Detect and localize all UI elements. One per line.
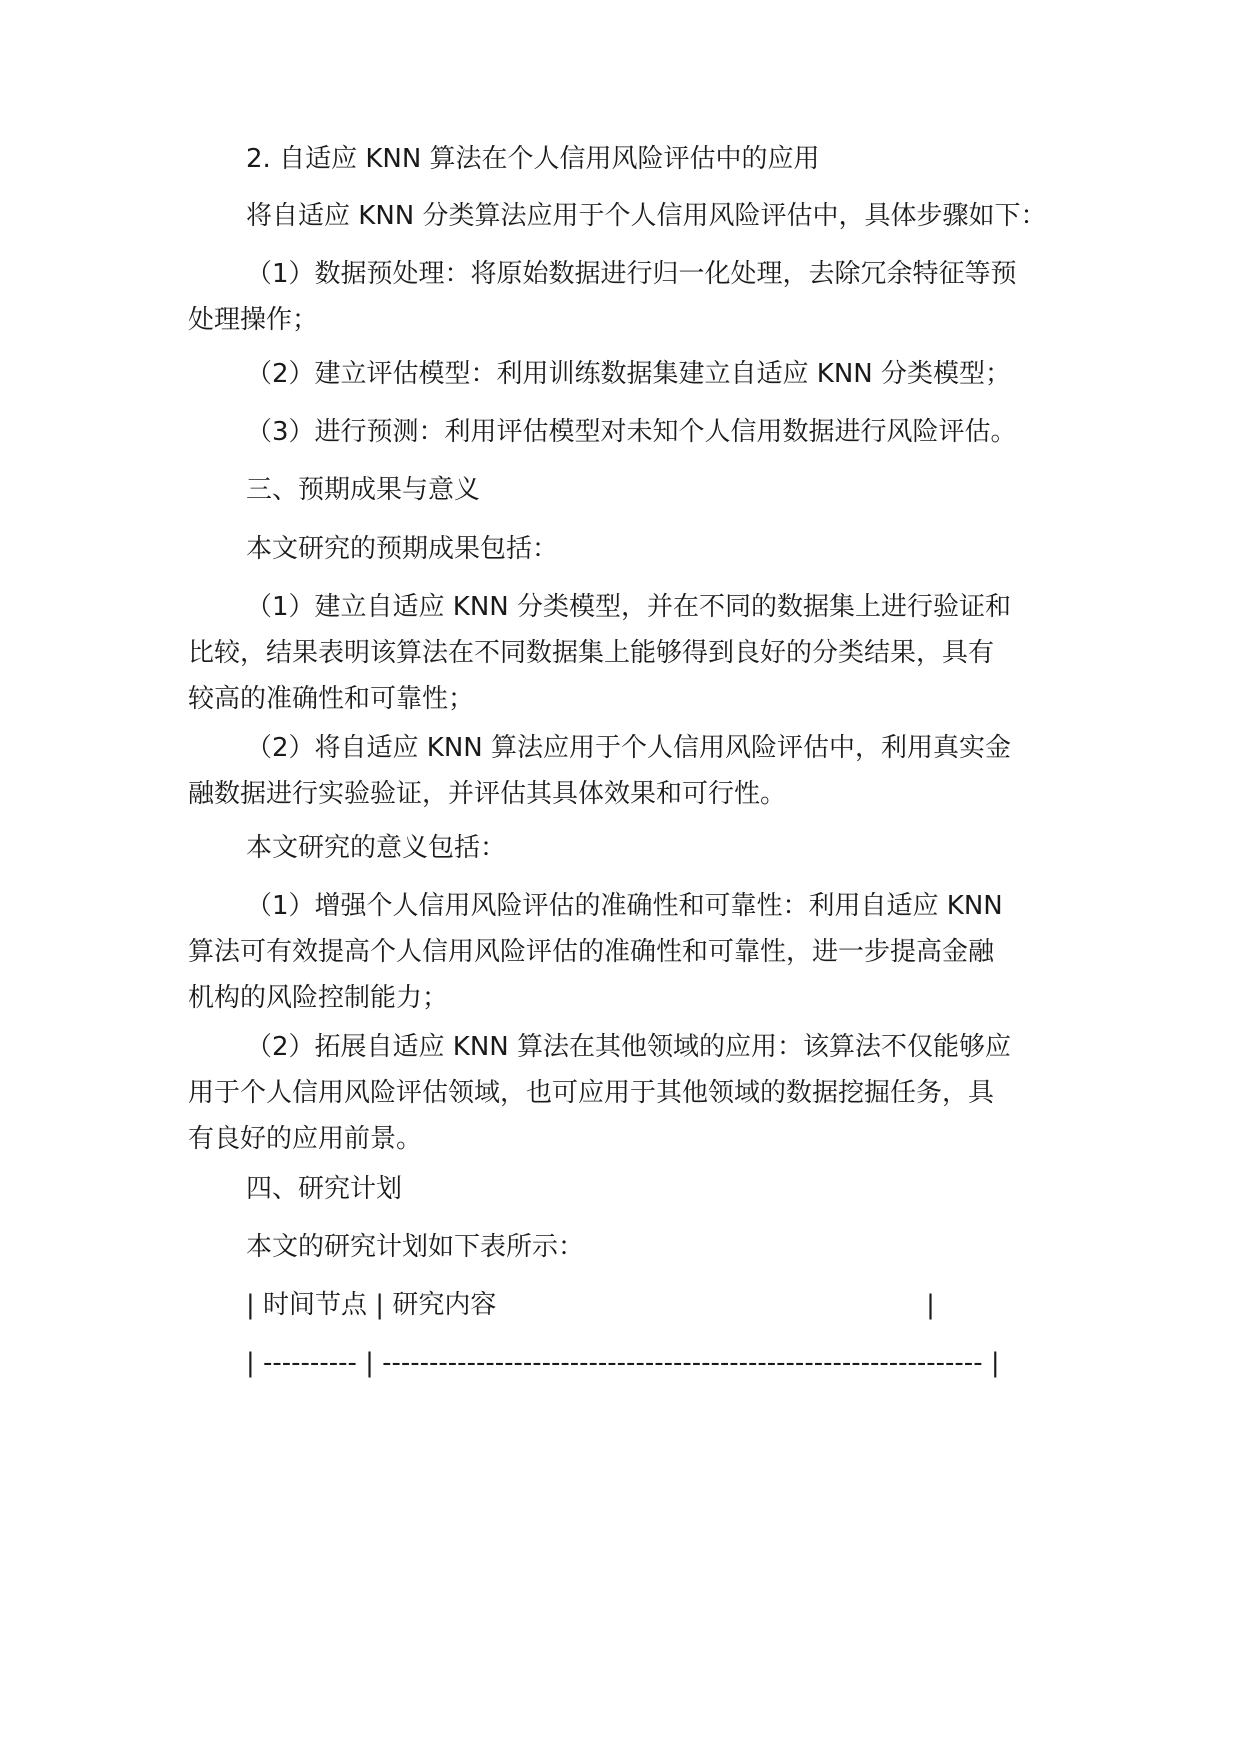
- section-heading-3: [188, 467, 1126, 513]
- text-line: 四、研究计划: [246, 1174, 403, 1204]
- text-line: （1）增强个人信用风险评估的准确性和可靠性：利用自适应 KNN: [246, 891, 1003, 921]
- text-line: 三、预期成果与意义: [246, 475, 481, 505]
- section-heading-4: [188, 1166, 1126, 1212]
- text-line: 本文的研究计划如下表所示：: [246, 1232, 585, 1262]
- text-line: 算法可有效提高个人信用风险评估的准确性和可靠性，进一步提高金融: [188, 937, 995, 967]
- text-line: 融数据进行实验验证，并评估其具体效果和可行性。: [188, 779, 787, 809]
- paragraph-significance-2: [188, 1024, 1068, 1162]
- markdown-table-separator: | ---------- | ---------------------------------------------------------------- |: [246, 1348, 1000, 1378]
- text-line: 处理操作；: [188, 305, 319, 335]
- text-line: （1）数据预处理：将原始数据进行归一化处理，去除冗余特征等预: [246, 259, 1017, 289]
- text-line: 用于个人信用风险评估领域，也可应用于其他领域的数据挖掘任务，具: [188, 1078, 995, 1108]
- paragraph-significance-1: [188, 883, 1068, 1021]
- text-line: 有良好的应用前景。: [188, 1124, 423, 1154]
- paragraph-result-2: [188, 725, 1068, 817]
- paragraph-result-1: [188, 584, 1068, 722]
- text-line: 本文研究的意义包括：: [246, 833, 507, 863]
- text-line: 较高的准确性和可靠性；: [188, 684, 475, 714]
- text-line: 2. 自适应 KNN 算法在个人信用风险评估中的应用: [246, 144, 820, 174]
- paragraph-plan-intro: [188, 1224, 1126, 1270]
- paragraph-results-intro: [188, 526, 1126, 572]
- text-line: （2）拓展自适应 KNN 算法在其他领域的应用：该算法不仅能够应: [246, 1032, 1012, 1062]
- text-line: 比较，结果表明该算法在不同数据集上能够得到良好的分类结果，具有: [188, 638, 995, 668]
- paragraph-significance-intro: [188, 825, 1126, 871]
- section-subheading-2: [188, 136, 1126, 182]
- paragraph-steps-intro: [188, 193, 1126, 239]
- text-line: （2）将自适应 KNN 算法应用于个人信用风险评估中，利用真实金: [246, 733, 1012, 763]
- paragraph-step-2: [188, 351, 1126, 397]
- text-line: 将自适应 KNN 分类算法应用于个人信用风险评估中，具体步骤如下：: [246, 201, 1047, 231]
- paragraph-step-1: [188, 251, 1068, 343]
- text-line: （2）建立评估模型：利用训练数据集建立自适应 KNN 分类模型；: [246, 359, 1012, 389]
- text-line: （1）建立自适应 KNN 分类模型，并在不同的数据集上进行验证和: [246, 592, 1012, 622]
- text-line: 本文研究的预期成果包括：: [246, 534, 559, 564]
- markdown-table-header: | 时间节点 | 研究内容 |: [246, 1290, 935, 1320]
- text-line: （3）进行预测：利用评估模型对未知个人信用数据进行风险评估。: [246, 417, 1017, 447]
- paragraph-step-3: [188, 409, 1126, 455]
- text-line: 机构的风险控制能力；: [188, 983, 449, 1013]
